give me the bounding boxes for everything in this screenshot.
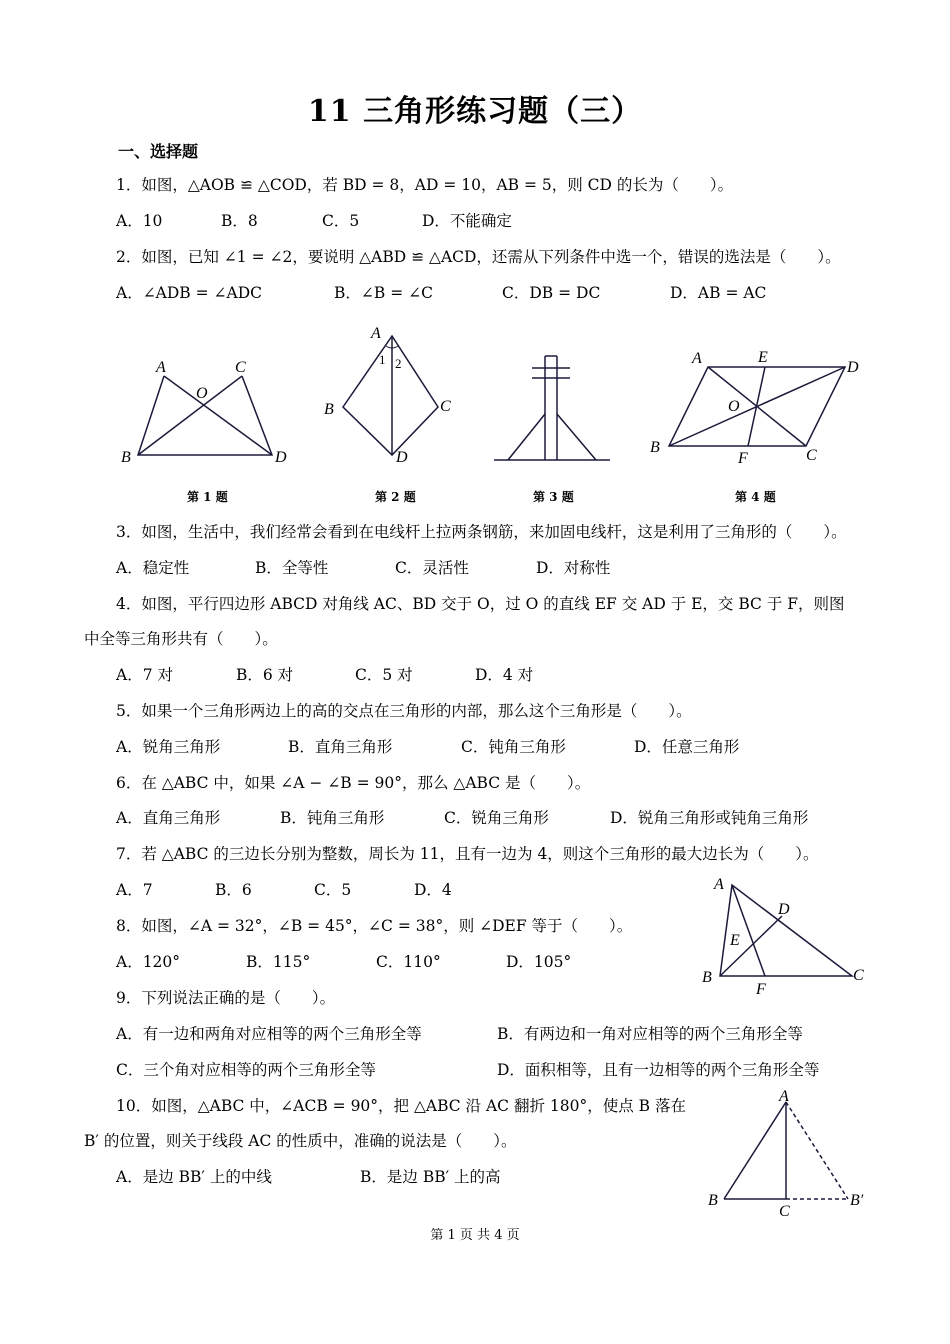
q8-option-c: C．110° [376, 953, 441, 971]
fig1-label-d: D [275, 449, 287, 466]
q7-option-a: A．7 [116, 881, 153, 899]
q2-option-c: C．DB = DC [502, 284, 601, 302]
caption-figure-3: 第 3 题 [533, 490, 574, 504]
fig8-label-e: E [730, 932, 740, 949]
fig1-diagonal-cb [138, 376, 242, 455]
fig4-label-f: F [738, 450, 748, 467]
figures-row [0, 320, 950, 480]
q3-option-b: B．全等性 [255, 559, 329, 577]
fig2-label-a: A [371, 325, 381, 342]
q3-option-d: D．对称性 [536, 559, 611, 577]
fig8-label-c: C [853, 967, 864, 984]
fig2-label-c: C [440, 398, 451, 415]
fig8-label-b: B [702, 969, 712, 986]
q8-option-a: A．120° [116, 953, 181, 971]
page-footer: 第 1 页 共 4 页 [430, 1228, 520, 1243]
q6-option-b: B．钝角三角形 [280, 809, 385, 827]
fig8-label-f: F [756, 981, 766, 998]
q1-option-c: C．5 [322, 212, 360, 230]
q2-option-b: B．∠B = ∠C [334, 284, 433, 302]
question-10: 10．如图，△ABC 中，∠ACB = 90°，把 △ABC 沿 AC 翻折 180°，使点 B 落在 [116, 1097, 686, 1115]
fig4-label-e: E [758, 349, 768, 366]
figure-2 [324, 325, 451, 466]
fig10-label-c: C [779, 1203, 790, 1220]
figure-1 [121, 359, 287, 466]
q7-option-c: C．5 [314, 881, 352, 899]
q1-option-b: B．8 [221, 212, 258, 230]
fig2-kite [343, 336, 438, 455]
fig1-diagonal-ad [164, 376, 272, 455]
fig3-cable-right [557, 414, 596, 460]
question-5: 5．如果一个三角形两边上的高的交点在三角形的内部，那么这个三角形是（ ）。 [116, 702, 692, 720]
q2-option-a: A．∠ADB = ∠ADC [116, 284, 263, 302]
fig8-label-d: D [778, 901, 790, 918]
q5-option-d: D．任意三角形 [634, 738, 740, 756]
q8-option-b: B．115° [246, 953, 311, 971]
q4-option-c: C．5 对 [355, 666, 413, 684]
figure-4 [650, 349, 859, 467]
question-2: 2．如图，已知 ∠1 = ∠2，要说明 △ABD ≌ △ACD，还需从下列条件中选一个，错误的选法是（ ）。 [116, 248, 841, 266]
q2-option-d: D．AB = AC [670, 284, 767, 302]
question-6: 6．在 △ABC 中，如果 ∠A − ∠B = 90°，那么 △ABC 是（ ）。 [116, 774, 591, 792]
q3-option-c: C．灵活性 [395, 559, 469, 577]
fig10-dashed-ab-prime [786, 1102, 848, 1199]
q9-option-d: D．面积相等，且有一边相等的两个三角形全等 [497, 1061, 820, 1079]
q9-option-a: A．有一边和两角对应相等的两个三角形全等 [116, 1025, 422, 1043]
fig1-label-a: A [156, 359, 166, 376]
q6-option-a: A．直角三角形 [116, 809, 221, 827]
fig8-triangle [720, 885, 852, 976]
q5-option-c: C．钝角三角形 [461, 738, 566, 756]
fig4-label-b: B [650, 439, 660, 456]
question-8: 8．如图，∠A = 32°，∠B = 45°，∠C = 38°，则 ∠DEF 等于（ ）。 [116, 917, 633, 935]
fig4-line-ef [748, 367, 765, 446]
fig10-side-ab [724, 1102, 786, 1199]
q7-option-b: B．6 [215, 881, 252, 899]
caption-figure-4: 第 4 题 [735, 490, 776, 504]
q10-option-b: B．是边 BB′ 上的高 [360, 1168, 501, 1186]
section-heading: 一、选择题 [118, 142, 199, 161]
q9-option-c: C．三个角对应相等的两个三角形全等 [116, 1061, 376, 1079]
fig2-label-d: D [396, 449, 408, 466]
fig10-label-a: A [779, 1088, 789, 1105]
q1-option-a: A．10 [116, 212, 163, 230]
q3-option-a: A．稳定性 [116, 559, 190, 577]
q8-option-d: D．105° [506, 953, 572, 971]
fig2-label-1: 1 [379, 352, 386, 367]
fig2-label-2: 2 [395, 356, 402, 371]
question-10-continued: B′ 的位置，则关于线段 AC 的性质中，准确的说法是（ ）。 [84, 1132, 517, 1150]
fig1-label-b: B [121, 449, 131, 466]
fig3-cable-left [508, 414, 545, 460]
question-3: 3．如图，生活中，我们经常会看到在电线杆上拉两条钢筋，来加固电线杆，这是利用了三角形的（ ）。 [116, 523, 847, 541]
fig2-label-b: B [324, 401, 334, 418]
question-4-continued: 中全等三角形共有（ ）。 [84, 630, 278, 648]
fig4-label-d: D [847, 359, 859, 376]
fig4-label-a: A [692, 350, 702, 367]
q5-option-b: B．直角三角形 [288, 738, 393, 756]
figure-q8 [690, 868, 880, 998]
question-7: 7．若 △ABC 的三边长分别为整数，周长为 11，且有一边为 4，则这个三角形的最大边长为（ ）。 [116, 845, 819, 863]
q4-option-b: B．6 对 [236, 666, 294, 684]
question-1: 1．如图，△AOB ≌ △COD，若 BD = 8，AD = 10，AB = 5，则 CD 的长为（ ）。 [116, 176, 734, 194]
caption-figure-1: 第 1 题 [187, 490, 228, 504]
q1-option-d: D．不能确定 [422, 212, 512, 230]
q7-option-d: D．4 [414, 881, 452, 899]
q4-option-d: D．4 对 [475, 666, 534, 684]
q4-option-a: A．7 对 [116, 666, 173, 684]
fig4-label-c: C [806, 447, 817, 464]
fig8-segment-af [732, 885, 765, 976]
q10-option-a: A．是边 BB′ 上的中线 [116, 1168, 272, 1186]
figure-3 [494, 356, 610, 460]
q6-option-c: C．锐角三角形 [444, 809, 549, 827]
page-title: 11 三角形练习题（三） [307, 94, 643, 129]
question-4: 4．如图，平行四边形 ABCD 对角线 AC、BD 交于 O，过 O 的直线 EF 交 AD 于 E，交 BC 于 F，则图 [116, 595, 845, 613]
question-9: 9．下列说法正确的是（ ）。 [116, 989, 336, 1007]
q9-option-b: B．有两边和一角对应相等的两个三角形全等 [497, 1025, 803, 1043]
fig10-label-b: B [708, 1192, 718, 1209]
fig1-label-o: O [196, 385, 208, 402]
fig10-label-b-prime: B′ [850, 1192, 864, 1209]
figure-q10 [700, 1085, 880, 1225]
q6-option-d: D．锐角三角形或钝角三角形 [610, 809, 809, 827]
fig8-label-a: A [714, 876, 724, 893]
q5-option-a: A．锐角三角形 [116, 738, 221, 756]
fig4-label-o: O [728, 398, 740, 415]
caption-figure-2: 第 2 题 [375, 490, 416, 504]
fig1-label-c: C [235, 359, 246, 376]
